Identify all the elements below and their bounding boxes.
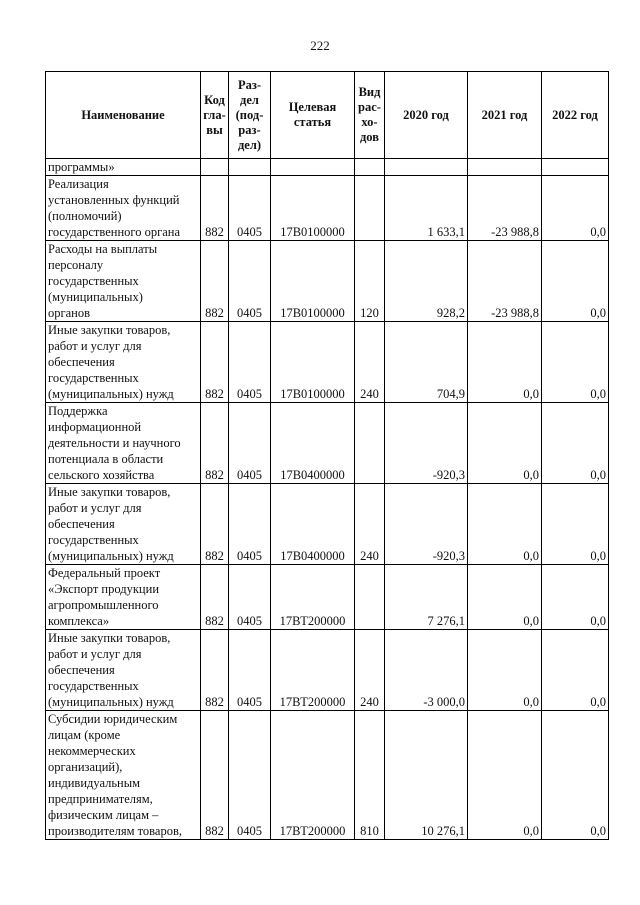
- cell-kind: [355, 565, 385, 630]
- table-body: [46, 159, 609, 840]
- cell-target: 17В0100000: [271, 241, 355, 322]
- cell-code: [201, 159, 229, 176]
- cell-target: 17ВТ200000: [271, 630, 355, 711]
- cell-kind: [355, 403, 385, 484]
- cell-y2022: 0,0: [542, 241, 609, 322]
- cell-y2021: 0,0: [468, 711, 542, 840]
- cell-y2020: [385, 159, 468, 176]
- cell-name: Иные закупки товаров, работ и услуг для обеспечения государственных (муниципальных) нужд: [46, 322, 201, 403]
- page-number: 222: [310, 38, 330, 53]
- cell-kind: [355, 159, 385, 176]
- cell-section: 0405: [229, 565, 271, 630]
- table-row: [46, 711, 609, 840]
- cell-code: 882: [201, 322, 229, 403]
- cell-kind: [355, 176, 385, 241]
- cell-target: 17В0400000: [271, 403, 355, 484]
- table-row: [46, 176, 609, 241]
- cell-y2022: 0,0: [542, 322, 609, 403]
- cell-y2020: -3 000,0: [385, 630, 468, 711]
- cell-y2020: 1 633,1: [385, 176, 468, 241]
- header-2022: 2022 год: [542, 72, 609, 159]
- budget-table: [45, 71, 609, 840]
- cell-y2021: 0,0: [468, 322, 542, 403]
- cell-y2022: 0,0: [542, 565, 609, 630]
- cell-name: Расходы на выплаты персоналу государственных (муниципальных) органов: [46, 241, 201, 322]
- cell-y2022: 0,0: [542, 403, 609, 484]
- cell-section: 0405: [229, 241, 271, 322]
- header-target: Целевая статья: [271, 72, 355, 159]
- cell-target: [271, 159, 355, 176]
- cell-kind: 240: [355, 630, 385, 711]
- cell-target: 17ВТ200000: [271, 565, 355, 630]
- cell-name: Поддержка информационной деятельности и научного потенциала в области сельского хозяйства: [46, 403, 201, 484]
- cell-y2022: 0,0: [542, 176, 609, 241]
- cell-kind: 240: [355, 484, 385, 565]
- table-row: [46, 241, 609, 322]
- cell-y2020: 704,9: [385, 322, 468, 403]
- cell-code: 882: [201, 241, 229, 322]
- table-row: [46, 484, 609, 565]
- cell-y2021: 0,0: [468, 565, 542, 630]
- table-row: [46, 159, 609, 176]
- header-section: Раз- дел (под- раз- дел): [229, 72, 271, 159]
- cell-name: Иные закупки товаров, работ и услуг для обеспечения государственных (муниципальных) нужд: [46, 630, 201, 711]
- cell-y2022: 0,0: [542, 630, 609, 711]
- cell-target: 17В0100000: [271, 322, 355, 403]
- header-row: [46, 72, 609, 159]
- cell-code: 882: [201, 711, 229, 840]
- cell-section: 0405: [229, 403, 271, 484]
- cell-target: 17В0400000: [271, 484, 355, 565]
- cell-target: 17В0100000: [271, 176, 355, 241]
- cell-section: 0405: [229, 322, 271, 403]
- cell-y2021: 0,0: [468, 630, 542, 711]
- cell-y2021: 0,0: [468, 403, 542, 484]
- cell-code: 882: [201, 403, 229, 484]
- cell-name: программы»: [46, 159, 201, 176]
- table-row: [46, 630, 609, 711]
- cell-name: Субсидии юридическим лицам (кроме некоммерческих организаций), индивидуальным предпринимателям, физическим лицам – производителям товаров,: [46, 711, 201, 840]
- cell-name: Реализация установленных функций (полномочий) государственного органа: [46, 176, 201, 241]
- cell-code: 882: [201, 484, 229, 565]
- cell-y2021: -23 988,8: [468, 176, 542, 241]
- cell-name: Федеральный проект «Экспорт продукции агропромышленного комплекса»: [46, 565, 201, 630]
- cell-code: 882: [201, 565, 229, 630]
- cell-target: 17ВТ200000: [271, 711, 355, 840]
- cell-section: 0405: [229, 711, 271, 840]
- cell-code: 882: [201, 176, 229, 241]
- cell-name: Иные закупки товаров, работ и услуг для обеспечения государственных (муниципальных) нужд: [46, 484, 201, 565]
- cell-section: 0405: [229, 484, 271, 565]
- cell-y2021: 0,0: [468, 484, 542, 565]
- cell-y2020: 10 276,1: [385, 711, 468, 840]
- table-row: [46, 322, 609, 403]
- header-kind: Вид рас- хо- дов: [355, 72, 385, 159]
- header-name: Наименование: [46, 72, 201, 159]
- cell-y2020: -920,3: [385, 403, 468, 484]
- cell-y2022: 0,0: [542, 484, 609, 565]
- cell-y2020: 7 276,1: [385, 565, 468, 630]
- cell-section: 0405: [229, 630, 271, 711]
- cell-y2022: 0,0: [542, 711, 609, 840]
- table-row: [46, 403, 609, 484]
- header-code: Код гла- вы: [201, 72, 229, 159]
- cell-y2022: [542, 159, 609, 176]
- header-2020: 2020 год: [385, 72, 468, 159]
- cell-section: [229, 159, 271, 176]
- table-row: [46, 565, 609, 630]
- cell-y2020: -920,3: [385, 484, 468, 565]
- cell-y2020: 928,2: [385, 241, 468, 322]
- header-2021: 2021 год: [468, 72, 542, 159]
- cell-kind: 240: [355, 322, 385, 403]
- cell-kind: 120: [355, 241, 385, 322]
- cell-kind: 810: [355, 711, 385, 840]
- cell-y2021: [468, 159, 542, 176]
- cell-y2021: -23 988,8: [468, 241, 542, 322]
- cell-section: 0405: [229, 176, 271, 241]
- cell-code: 882: [201, 630, 229, 711]
